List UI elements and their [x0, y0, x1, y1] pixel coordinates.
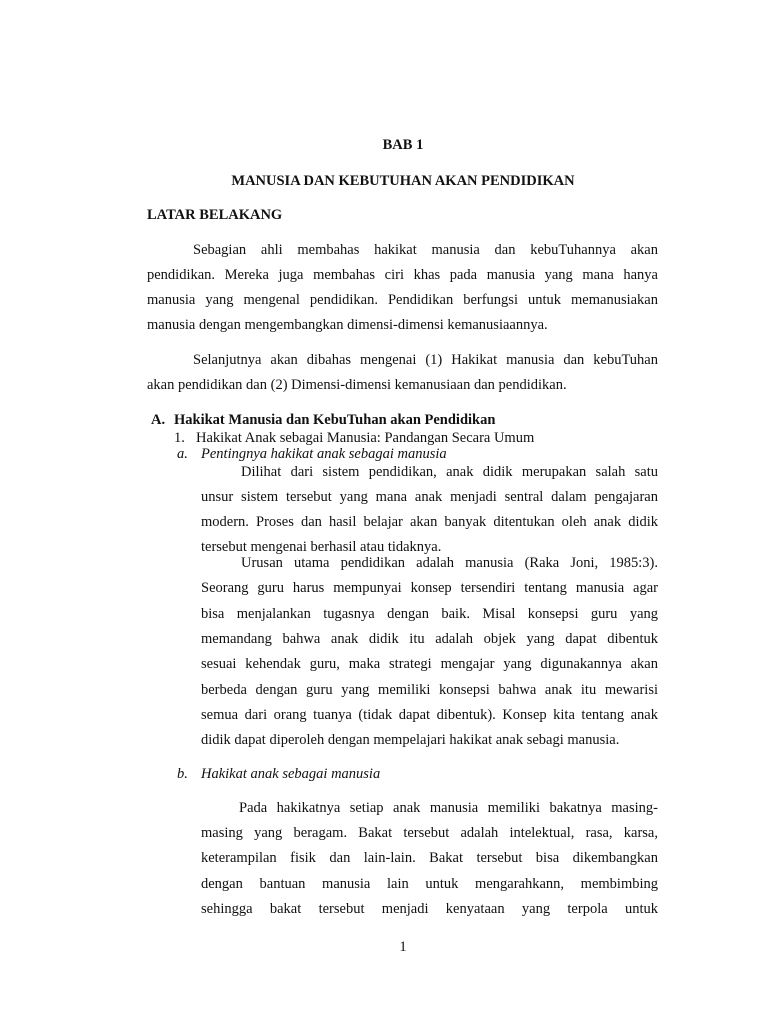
chapter-title: MANUSIA DAN KEBUTUHAN AKAN PENDIDIKAN [231, 173, 575, 189]
text-line: unsur sistem tersebut yang mana anak menjadi sentral dalam pengajaran [201, 489, 658, 505]
text-line: memandang bahwa anak didik itu adalah objek yang dapat dibentuk [201, 631, 658, 647]
text-line: semua dari orang tuanya (tidak dapat dibentuk). Konsep kita tentang anak [201, 707, 658, 723]
text-line: sesuai kehendak guru, maka strategi mengajar yang digunakannya akan [201, 656, 658, 672]
text-line: Urusan utama pendidikan adalah manusia (Raka Joni, 1985:3). [241, 555, 658, 571]
item-a-title: Pentingnya hakikat anak sebagai manusia [201, 446, 447, 462]
text-line: dengan bantuan manusia lain untuk mengarahkann, membimbing [201, 876, 658, 892]
text-line: sehingga bakat tersebut menjadi kenyataan yang terpola untuk [201, 901, 658, 917]
item-a-marker: a. [177, 446, 188, 462]
text-line: manusia yang mengenal pendidikan. Pendidikan berfungsi untuk memanusiakan [147, 292, 658, 308]
text-line: Seorang guru harus mempunyai konsep tersendiri tentang manusia agar [201, 580, 658, 596]
text-line: berbeda dengan guru yang memiliki konsepsi bahwa anak itu mewarisi [201, 682, 658, 698]
item-b-marker: b. [177, 766, 188, 782]
text-line: Selanjutnya akan dibahas mengenai (1) Hakikat manusia dan kebuTuhan [193, 352, 658, 368]
text-line: keterampilan fisik dan lain-lain. Bakat tersebut bisa dikembangkan [201, 850, 658, 866]
text-line: manusia dengan mengembangkan dimensi-dimensi kemanusiaannya. [147, 317, 548, 333]
text-line: Dilihat dari sistem pendidikan, anak didik merupakan salah satu [241, 464, 658, 480]
text-line: didik dapat diperoleh dengan mempelajari hakikat anak sebagi manusia. [201, 732, 620, 748]
text-line: tersebut mengenai berhasil atau tidaknya. [201, 539, 442, 555]
subsection-1-title: Hakikat Anak sebagai Manusia: Pandangan Secara Umum [196, 430, 535, 446]
section-a-title: Hakikat Manusia dan KebuTuhan akan Pendidikan [174, 412, 496, 428]
text-line: pendidikan. Mereka juga membahas ciri khas pada manusia yang mana hanya [147, 267, 658, 283]
text-line: bisa menjalankan tugasnya dengan baik. Misal konsepsi guru yang [201, 606, 658, 622]
text-line: modern. Proses dan hasil belajar akan banyak ditentukan oleh anak didik [201, 514, 658, 530]
text-line: Pada hakikatnya setiap anak manusia memiliki bakatnya masing- [239, 800, 658, 816]
text-line: Sebagian ahli membahas hakikat manusia dan kebuTuhannya akan [193, 242, 658, 258]
page-number: 1 [399, 939, 407, 955]
section-heading: LATAR BELAKANG [147, 207, 283, 223]
chapter-heading: BAB 1 [382, 137, 424, 153]
section-a-marker: A. [151, 412, 166, 428]
text-line: akan pendidikan dan (2) Dimensi-dimensi kemanusiaan dan pendidikan. [147, 377, 567, 393]
text-line: masing yang beragam. Bakat tersebut adalah intelektual, rasa, karsa, [201, 825, 658, 841]
item-b-title: Hakikat anak sebagai manusia [201, 766, 381, 782]
subsection-1-marker: 1. [174, 430, 185, 446]
